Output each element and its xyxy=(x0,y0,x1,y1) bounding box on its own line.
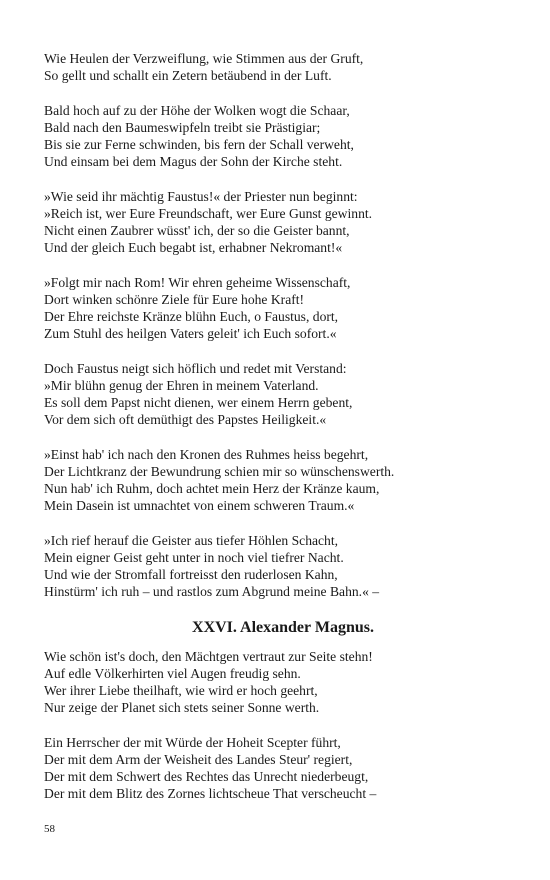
verse-line: Dort winken schönre Ziele für Eure hohe Kraft! xyxy=(44,292,305,307)
verse-line: Nicht einen Zaubrer wüsst' ich, der so die Geister bannt, xyxy=(44,223,350,238)
chapter-heading: XXVI. Alexander Magnus. xyxy=(192,619,374,636)
verse-line: »Reich ist, wer Eure Freundschaft, wer Eure Gunst gewinnt. xyxy=(44,206,373,221)
verse-line: »Einst hab' ich nach den Kronen des Ruhmes heiss begehrt, xyxy=(44,447,369,462)
verse-line: Hinstürm' ich ruh – und rastlos zum Abgrund meine Bahn.« – xyxy=(44,584,380,599)
verse-line: »Ich rief herauf die Geister aus tiefer Höhlen Schacht, xyxy=(44,533,339,548)
verse-line: Bis sie zur Ferne schwinden, bis fern der Schall verweht, xyxy=(44,137,354,152)
verse-line: Mein Dasein ist umnachtet von einem schweren Traum.« xyxy=(44,498,355,513)
verse-line: Zum Stuhl des heilgen Vaters geleit' ich Euch sofort.« xyxy=(44,326,337,341)
stanza xyxy=(44,102,514,170)
verse-line: Der mit dem Arm der Weisheit des Landes Steur' regiert, xyxy=(44,752,353,767)
verse-line: Und der gleich Euch begabt ist, erhabner Nekromant!« xyxy=(44,240,343,255)
verse-line: Es soll dem Papst nicht dienen, wer einem Herrn gebent, xyxy=(44,395,353,410)
verse-line: Nun hab' ich Ruhm, doch achtet mein Herz der Kränze kaum, xyxy=(44,481,380,496)
verse-line: Der Ehre reichste Kränze blühn Euch, o Faustus, dort, xyxy=(44,309,339,324)
verse-line: Doch Faustus neigt sich höflich und redet mit Verstand: xyxy=(44,361,347,376)
verse-line: Mein eigner Geist geht unter in noch viel tiefrer Nacht. xyxy=(44,550,344,565)
verse-line: So gellt und schallt ein Zetern betäubend in der Luft. xyxy=(44,68,332,83)
page-number: 58 xyxy=(44,823,55,835)
verse-line: Ein Herrscher der mit Würde der Hoheit Scepter führt, xyxy=(44,735,341,750)
verse-line: Wie Heulen der Verzweiflung, wie Stimmen aus der Gruft, xyxy=(44,51,364,66)
verse-line: »Mir blühn genug der Ehren in meinem Vaterland. xyxy=(44,378,319,393)
document-page xyxy=(44,50,514,820)
stanza xyxy=(44,274,514,342)
verse-line: Wie schön ist's doch, den Mächtgen vertraut zur Seite stehn! xyxy=(44,649,373,664)
stanza xyxy=(44,188,514,256)
verse-line: Und wie der Stromfall fortreisst den ruderlosen Kahn, xyxy=(44,567,338,582)
verse-line: Bald hoch auf zu der Höhe der Wolken wogt die Schaar, xyxy=(44,103,350,118)
verse-line: Bald nach den Baumeswipfeln treibt sie Prästigiar; xyxy=(44,120,321,135)
verse-line: Wer ihrer Liebe theilhaft, wie wird er hoch geehrt, xyxy=(44,683,318,698)
verse-line: Und einsam bei dem Magus der Sohn der Kirche steht. xyxy=(44,154,343,169)
poem-section-before xyxy=(44,50,514,600)
verse-line: Vor dem sich oft demüthigt des Papstes Heiligkeit.« xyxy=(44,412,327,427)
verse-line: Der mit dem Blitz des Zornes lichtscheue That verscheucht – xyxy=(44,786,377,801)
poem-section-after xyxy=(44,648,514,802)
stanza xyxy=(44,532,514,600)
stanza xyxy=(44,360,514,428)
verse-line: Der mit dem Schwert des Rechtes das Unrecht niederbeugt, xyxy=(44,769,369,784)
stanza xyxy=(44,648,514,716)
verse-line: Nur zeige der Planet sich stets seiner Sonne werth. xyxy=(44,700,320,715)
stanza xyxy=(44,446,514,514)
verse-line: Auf edle Völkerhirten viel Augen freudig sehn. xyxy=(44,666,301,681)
verse-line: »Folgt mir nach Rom! Wir ehren geheime Wissenschaft, xyxy=(44,275,351,290)
verse-line: »Wie seid ihr mächtig Faustus!« der Priester nun beginnt: xyxy=(44,189,358,204)
stanza xyxy=(44,50,514,84)
verse-line: Der Lichtkranz der Bewundrung schien mir so wünschenswerth. xyxy=(44,464,395,479)
stanza xyxy=(44,734,514,802)
